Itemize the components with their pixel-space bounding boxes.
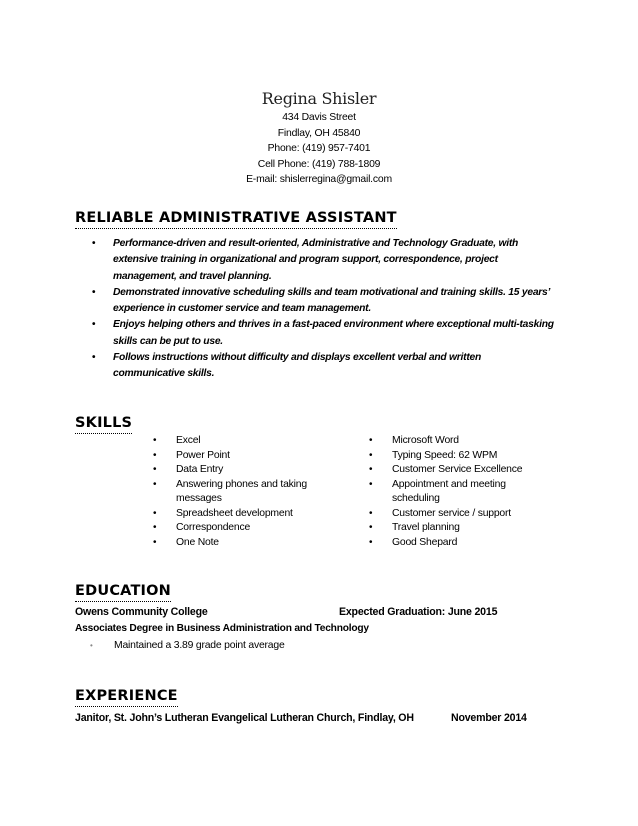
bullet-icon: • [369, 507, 373, 519]
job-title: Janitor, St. John’s Lutheran Evangelical Lutheran Church, Findlay, OH [75, 712, 414, 724]
education-heading: EDUCATION [75, 582, 171, 602]
skill-item: • Data Entry [153, 463, 328, 478]
skill-item: • Spreadsheet development [153, 507, 328, 522]
cell-phone-line: Cell Phone: (419) 788-1809 [257, 158, 381, 170]
skill-item: • Typing Speed: 62 WPM [369, 449, 559, 464]
bullet-icon: • [369, 435, 373, 446]
objective-item: • Follows instructions without difficulty and displays excellent verbal and written communicative skills. [92, 352, 482, 380]
phone-line: Phone: (419) 957-7401 [267, 143, 371, 154]
skill-item: • Travel planning [369, 521, 559, 536]
address-line-1: 434 Davis Street [282, 112, 356, 123]
skill-item: • Microsoft Word [369, 434, 559, 449]
bullet-icon: • [369, 536, 373, 548]
bullet-icon: • [369, 522, 373, 533]
bullet-icon: • [153, 522, 157, 533]
email-line: E-mail: shislerregina@gmail.com [246, 174, 392, 185]
bullet-icon: • [92, 319, 96, 331]
bullet-icon: • [153, 536, 157, 548]
skills-left-column [153, 434, 328, 550]
bullet-icon: • [92, 352, 96, 364]
skill-item: • Power Point [153, 449, 328, 464]
objective-heading: RELIABLE ADMINISTRATIVE ASSISTANT [75, 209, 397, 229]
address-line-2: Findlay, OH 45840 [277, 127, 361, 139]
skill-item: • Customer service / support [369, 507, 559, 522]
education-detail [90, 638, 285, 654]
bullet-icon: • [369, 478, 373, 490]
skill-item: • Answering phones and taking messages [153, 478, 307, 504]
objective-list [75, 236, 575, 383]
bullet-icon: • [153, 507, 157, 519]
bullet-icon: • [369, 464, 373, 475]
skill-item: • Good Shepard [369, 536, 559, 551]
school-name: Owens Community College [75, 606, 208, 618]
objective-item: • Demonstrated innovative scheduling skills and team motivational and training skills. 15 years’ experience in customer service and team management. [92, 286, 551, 315]
skill-item: • Appointment and meeting scheduling [369, 478, 506, 504]
skill-item: • Correspondence [153, 521, 328, 536]
skills-right-column [369, 434, 559, 550]
objective-item: • Performance-driven and result-oriented, Administrative and Technology Graduate, with extensive training in organizational and program support, correspondence, project management, and travel planning. [92, 238, 519, 282]
bullet-icon: • [92, 286, 96, 298]
skills-heading: SKILLS [75, 414, 132, 434]
applicant-name: Regina Shisler [261, 89, 377, 108]
bullet-icon: • [153, 449, 157, 461]
objective-item: • Enjoys helping others and thrives in a fast-paced environment where exceptional multi-tasking skills can be put to use. [92, 319, 554, 347]
bullet-icon: • [90, 641, 93, 650]
skill-item: • Customer Service Excellence [369, 463, 559, 478]
degree-name: Associates Degree in Business Administration and Technology [75, 623, 369, 634]
bullet-icon: • [153, 478, 157, 490]
bullet-icon: • [153, 435, 157, 446]
bullet-icon: • [369, 449, 373, 461]
bullet-icon: • [92, 238, 96, 249]
experience-heading: EXPERIENCE [75, 687, 178, 707]
job-date: November 2014 [451, 712, 527, 724]
skill-item: • Excel [153, 434, 328, 449]
skill-item: • One Note [153, 536, 328, 551]
bullet-icon: • [153, 464, 157, 475]
graduation-date: Expected Graduation: June 2015 [339, 606, 498, 618]
resume-header [0, 88, 638, 188]
gpa-text: Maintained a 3.89 grade point average [114, 640, 285, 651]
